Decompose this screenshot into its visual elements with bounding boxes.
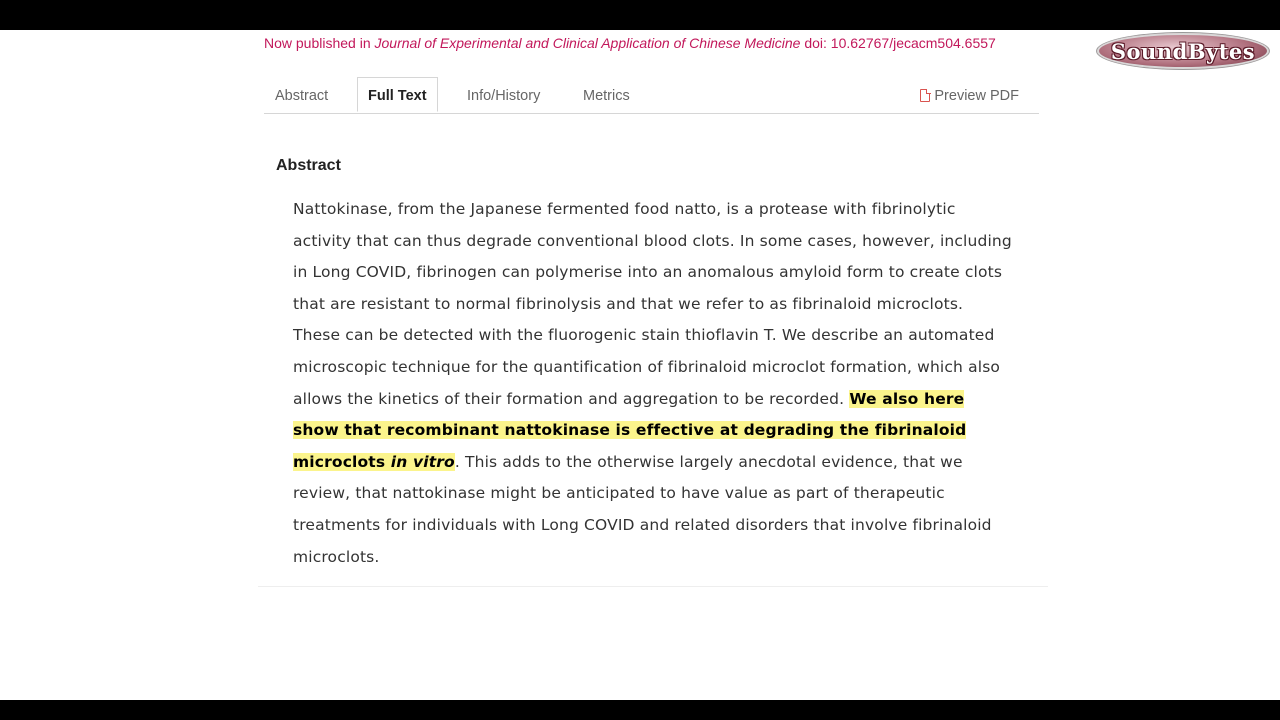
abstract-highlight-italic: in vitro [390,452,455,471]
logo-text: SoundBytes [1110,38,1256,64]
tab-full-text[interactable]: Full Text [357,77,438,112]
banner-prefix: Now published in [264,35,375,51]
tab-info-history[interactable]: Info/History [467,88,541,104]
soundbytes-logo [1097,33,1269,69]
abstract-outro: . This adds to the otherwise largely anecdotal evidence, that we review, that nattokinase might be anticipated to have value as part of therapeutic treatments for individuals with Long COVID and related disorders that involve fibrinaloid microclots. [293,452,992,566]
abstract-intro: Nattokinase, from the Japanese fermented food natto, is a protease with fibrinolytic activity that can thus degrade conventional blood clots. In some cases, however, including in Long COVID, fibrinogen can polymerise into an anomalous amyloid form to create clots that are resistant to normal fibrinolysis and that we refer to as fibrinaloid microclots. These can be detected with the fluorogenic stain thioflavin T. We describe an automated microscopic technique for the quantification of fibrinaloid microclot formation, which also allows the kinetics of their formation and aggregation to be recorded. [293,200,1012,408]
abstract-text [293,194,1013,573]
page-frame [0,30,1280,700]
tab-metrics[interactable]: Metrics [583,88,630,104]
preview-pdf-button[interactable] [920,88,1019,104]
tab-abstract[interactable]: Abstract [275,88,329,104]
preview-pdf-label: Preview PDF [934,88,1019,104]
published-banner[interactable] [264,35,996,51]
journal-name[interactable]: Journal of Experimental and Clinical Application of Chinese Medicine [374,35,801,51]
article-tabs [264,77,1039,114]
section-divider [258,586,1048,587]
abstract-heading: Abstract [276,157,341,174]
doi-text[interactable]: doi: 10.62767/jecacm504.6557 [800,35,996,51]
document-icon [920,89,930,102]
abstract-highlight: We also here show that recombinant nattokinase is effective at degrading the fibrinaloid microclots in vitro [293,389,967,471]
